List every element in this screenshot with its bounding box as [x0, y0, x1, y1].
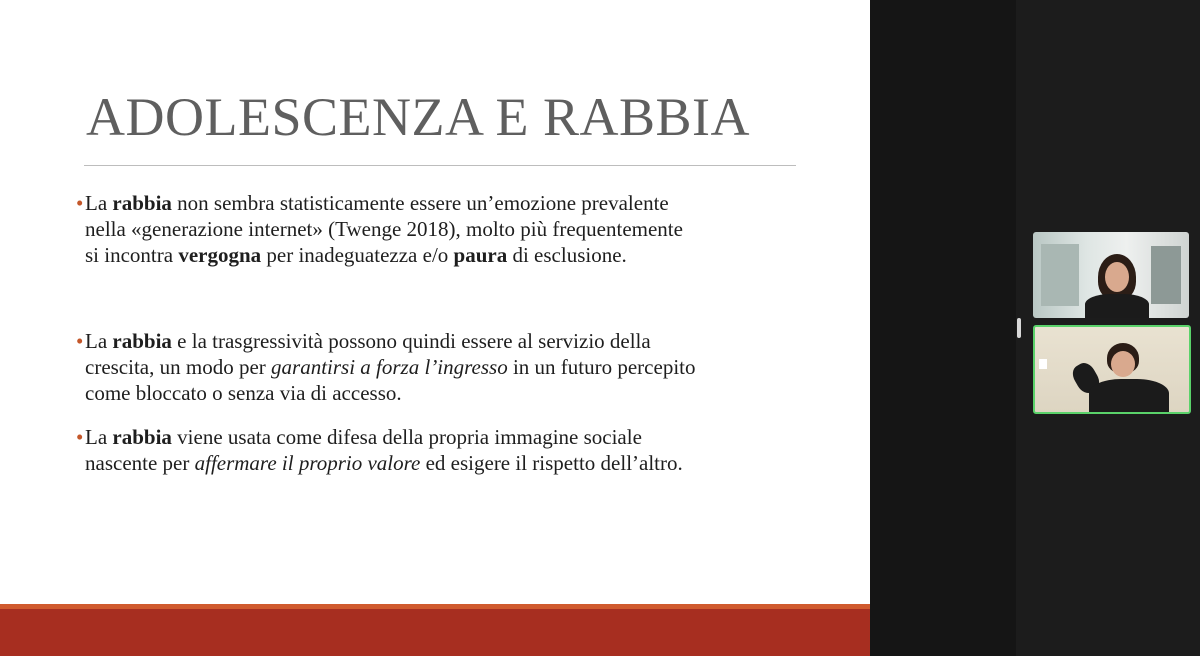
background-switch: [1039, 359, 1047, 369]
text-run: non sembra statisticamente essere un’emozione prevalente: [171, 191, 669, 215]
bullet-line: [76, 328, 806, 354]
bullet-line: [76, 380, 806, 406]
text-run: si incontra: [85, 243, 179, 267]
bullet-line: [76, 216, 806, 242]
bold-text: rabbia: [112, 191, 172, 215]
bold-text: rabbia: [112, 329, 172, 353]
text-run: e la trasgressività possono quindi essere al servizio della: [171, 329, 651, 353]
bold-text: paura: [453, 243, 508, 267]
bullet-line: [76, 424, 806, 450]
title-divider: [84, 165, 796, 166]
bullet-marker: •: [76, 191, 84, 215]
text-run: come bloccato o senza via di accesso.: [85, 381, 402, 405]
italic-text: garantirsi a forza l’ingresso: [271, 355, 508, 379]
slide-bullet: [76, 424, 806, 476]
bullet-marker: •: [76, 329, 84, 353]
bullet-text: [76, 328, 806, 406]
text-run: La: [85, 191, 113, 215]
text-run: La: [85, 329, 113, 353]
text-run: di esclusione.: [507, 243, 627, 267]
bullet-line: [76, 450, 806, 476]
slide-footer-band: [0, 609, 870, 656]
text-run: La: [85, 425, 113, 449]
bold-text: vergogna: [178, 243, 262, 267]
text-run: per inadeguatezza e/o: [261, 243, 454, 267]
participant-video-tile[interactable]: [1033, 232, 1189, 318]
text-run: viene usata come difesa della propria immagine sociale: [171, 425, 642, 449]
text-run: crescita, un modo per: [85, 355, 272, 379]
participant-video-icon: [1077, 232, 1157, 318]
bullet-text: [76, 424, 806, 476]
text-run: ed esigere il rispetto dell’altro.: [420, 451, 683, 475]
text-run: in un futuro percepito: [507, 355, 696, 379]
bullet-marker: •: [76, 425, 84, 449]
panel-resize-handle[interactable]: [1017, 318, 1021, 338]
participant-video-tile-active-speaker[interactable]: [1033, 325, 1191, 414]
slide-title: ADOLESCENZA E RABBIA: [86, 87, 751, 147]
bold-text: rabbia: [112, 425, 172, 449]
italic-text: affermare il proprio valore: [194, 451, 421, 475]
participant-video-icon: [1071, 327, 1171, 413]
bullet-line: [76, 190, 806, 216]
bullet-line: [76, 242, 806, 268]
text-run: nascente per: [85, 451, 195, 475]
bullet-text: [76, 190, 806, 268]
text-run: nella «generazione internet» (Twenge 2018), molto più frequentemente: [85, 217, 683, 241]
slide-bullet: [76, 328, 806, 406]
slide-bullet: [76, 190, 806, 268]
background-bookshelf: [1041, 244, 1079, 306]
bullet-line: [76, 354, 806, 380]
